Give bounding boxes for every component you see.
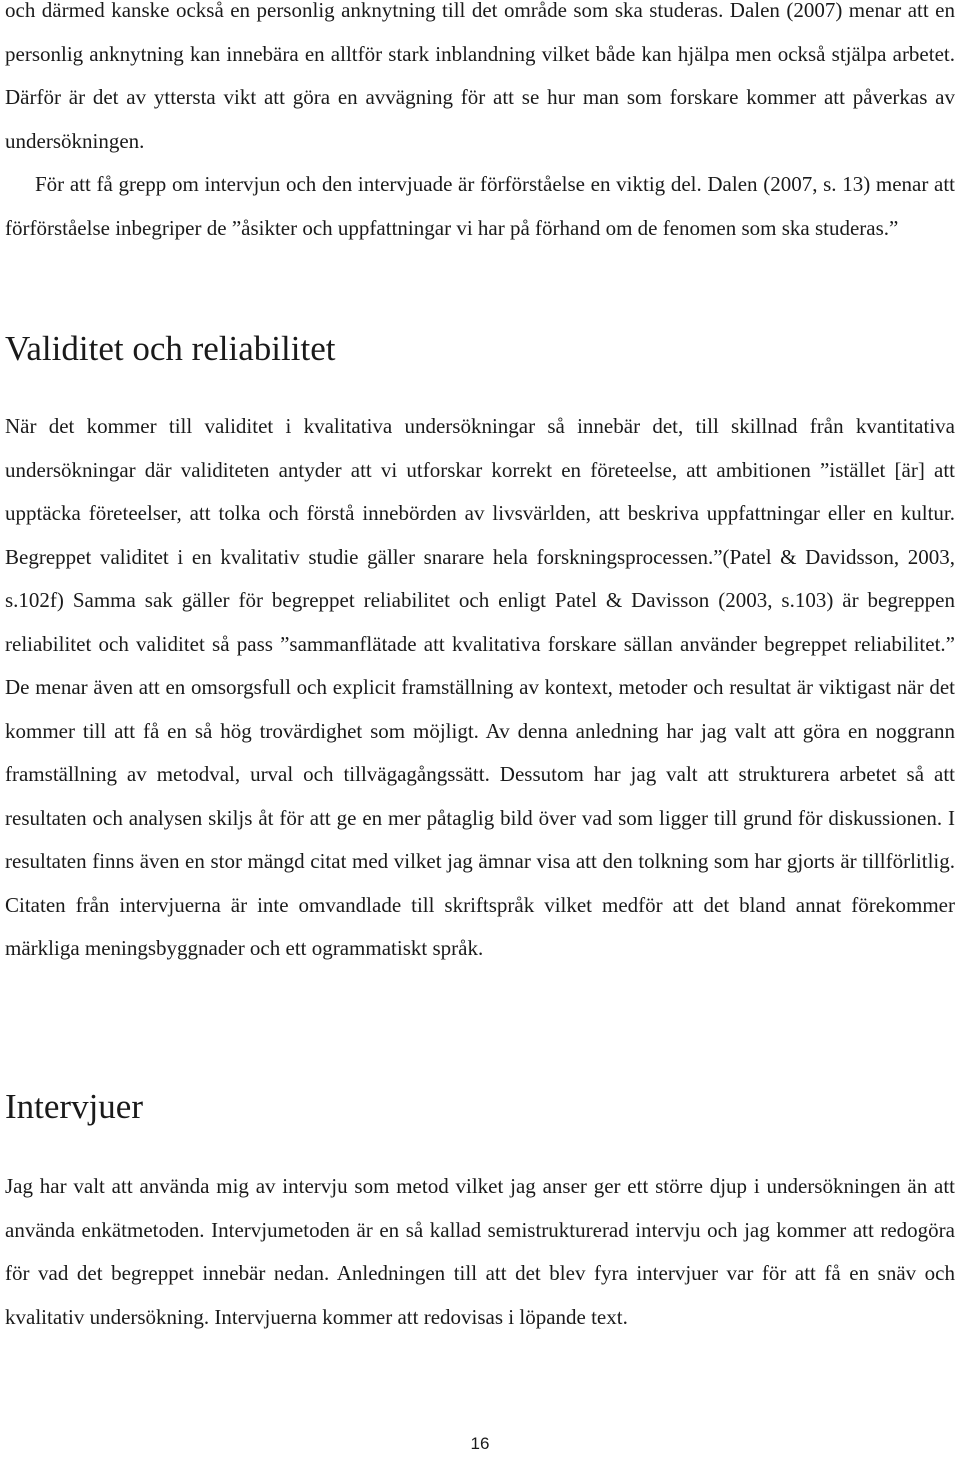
paragraph-validitet: När det kommer till validitet i kvalitativa undersökningar så innebär det, till skillnad från kvantitativa undersökningar där validiteten antyder att vi utforskar korrekt en företeelse, att ambitionen ”istället [är] att upptäcka företeelser, att tolka och förstå innebörden av livsvärlden, att beskriva uppfattningar eller en kultur. Begreppet validitet i en kvalitativ studie gäller snarare hela forskningsprocessen.”(Patel & Davidsson, 2003, s.102f) Samma sak gäller för begreppet reliabilitet och enligt Patel & Davisson (2003, s.103) är begreppen reliabilitet och validitet så pass ”sammanflätade att kvalitativa forskare sällan använder begreppet reliabilitet.” De menar även att en omsorgsfull och explicit framställning av kontext, metoder och resultat är viktigast när det kommer till att få en så hög trovärdighet som möjligt. Av denna anledning har jag valt att göra en noggrann framställning av metodval, urval och tillvägagångssätt. Dessutom har jag valt att strukturera arbetet så att resultaten och analysen skiljs åt för att ge en mer påtaglig bild över vad som ligger till grund för diskussionen. I resultaten finns även en stor mängd citat med vilket jag ämnar visa att den tolkning som har gjorts är tillförlitlig. Citaten från intervjuerna är inte omvandlade till skriftspråk vilket medför att det bland annat förekommer märkliga meningsbyggnader och ett ogrammatiskt språk. (5, 414, 955, 960)
section-validitet-body (5, 405, 955, 971)
paragraph-intro: och därmed kanske också en personlig anknytning till det område som ska studeras. Dalen (2007) menar att en personlig anknytning kan innebära en alltför stark inblandning vilket både kan hjälpa men också stjälpa arbetet. Därför är det av yttersta vikt att göra en avvägning för att se hur man som forskare kommer att påverkas av undersökningen. (5, 0, 955, 153)
paragraph-forforstaelse: För att få grepp om intervjun och den intervjuade är förförståelse en viktig del. Dalen (2007, s. 13) menar att förförståelse inbegriper de ”åsikter och uppfattningar vi har på förhand om de fenomen som ska studeras.” (5, 172, 955, 240)
heading-intervjuer: Intervjuer (5, 1087, 143, 1126)
heading-validitet: Validitet och reliabilitet (5, 329, 336, 368)
section-validitet (5, 327, 955, 371)
section-intervjuer-body (5, 1165, 955, 1339)
section-intervjuer (5, 1085, 955, 1129)
intro-text (5, 0, 955, 250)
page-number: 16 (470, 1434, 490, 1453)
paragraph-intervjuer: Jag har valt att använda mig av intervju som metod vilket jag anser ger ett större djup i undersökningen än att använda enkätmetoden. Intervjumetoden är en så kallad semistrukturerad intervju och jag kommer att redogöra för vad det begreppet innebär nedan. Anledningen till att det blev fyra intervjuer var för att få en snäv och kvalitativ undersökning. Intervjuerna kommer att redovisas i löpande text. (5, 1174, 955, 1329)
